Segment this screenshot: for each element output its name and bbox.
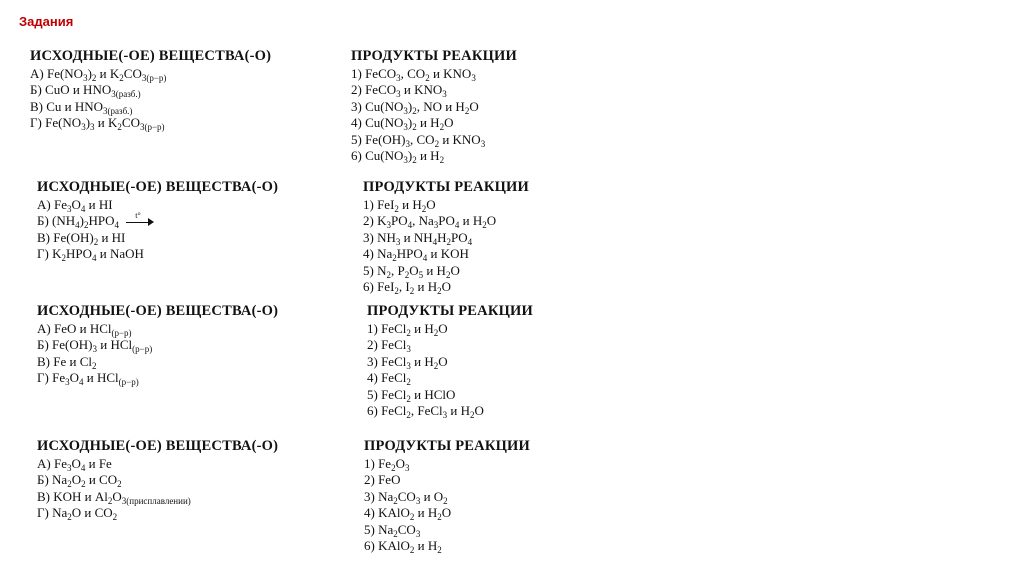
reagents-header: ИСХОДНЫЕ(-ОЕ) ВЕЩЕСТВА(-О) [37, 438, 279, 454]
reagent-item: Г) $Na_2O$ и $CO_2$ [37, 505, 118, 523]
products-list [367, 321, 533, 419]
product-item: 2) FeCO$_3$ и $KNO_3$ [351, 82, 447, 100]
reagent-item: Б) $(NH_4)_2HPO_4$ t° [37, 213, 278, 229]
reagent-item: А) FeO и HCl$_{(р-р)}$ [37, 321, 132, 338]
reagents-list [37, 456, 278, 522]
slide-title: Задания [19, 14, 74, 29]
product-item: 6) $Cu(NO_3)_2$ и $H_2$ [351, 148, 445, 166]
products-block-4 [364, 436, 530, 554]
reagent-item: Г) $K_2HPO_4$ и NaOH [37, 246, 144, 264]
reagents-block-3 [37, 301, 278, 387]
products-block-1 [351, 46, 517, 164]
product-item: 5) $Na_2CO_3$ [364, 521, 421, 539]
products-block-2 [363, 177, 529, 295]
products-header: ПРОДУКТЫ РЕАКЦИИ [363, 179, 529, 195]
reagent-item: Г) $Fe(NO_3)_3$ и $K_2CO_{3(р-р)}$ [30, 115, 165, 133]
product-item: 6) KAlO$_2$ и $H_2$ [364, 538, 442, 556]
products-list [364, 456, 530, 554]
product-item: 1) FeI$_2$ и $H_2O$ [363, 197, 436, 214]
reagents-header: ИСХОДНЫЕ(-ОЕ) ВЕЩЕСТВА(-О) [37, 303, 279, 319]
reagent-item: А) $Fe_3O_4$ и Fe [37, 456, 112, 473]
products-list [363, 197, 529, 295]
product-item: 2) $K_3PO_4$, $Na_3PO_4$ и $H_2O$ [363, 213, 497, 231]
product-item: 1) $Fe_2O_3$ [364, 456, 410, 473]
products-header: ПРОДУКТЫ РЕАКЦИИ [367, 303, 533, 319]
product-item: 3) $Na_2CO_3$ и $O_2$ [364, 488, 448, 506]
reagent-item: Б) CuO и $HNO_{3(разб.)}$ [30, 82, 141, 100]
product-item: 2) FeCl$_3$ [367, 337, 411, 355]
product-item: 5) $N_2$, $P_2O_5$ и $H_2O$ [363, 262, 460, 280]
reagent-item: В) KOH и $Al_2O_{3(присплавлении)}$ [37, 488, 191, 506]
product-item: 5) $Fe(OH)_3$, $CO_2$ и $KNO_3$ [351, 131, 486, 149]
reagent-item: В) Cu и $HNO_{3(разб.)}$ [30, 98, 133, 116]
product-item: 4) $Na_2HPO_4$ и KOH [363, 246, 469, 264]
reagent-item: Г) $Fe_3O_4$ и HCl$_{(р-р)}$ [37, 370, 139, 388]
reagents-list [37, 321, 278, 387]
products-list [351, 66, 517, 164]
reagents-block-1 [30, 46, 271, 132]
reagents-list [37, 197, 278, 263]
reagent-item: А) $Fe_3O_4$ и HI [37, 197, 113, 214]
product-item: 4) KAlO$_2$ и $H_2O$ [364, 505, 452, 523]
reagent-item: Б) $Na_2O_2$ и $CO_2$ [37, 472, 122, 490]
reagent-item: В) $Fe(OH)_2$ и HI [37, 229, 126, 247]
product-item: 1) FeCO$_3$, $CO_2$ и $KNO_3$ [351, 66, 476, 83]
products-header: ПРОДУКТЫ РЕАКЦИИ [364, 438, 530, 454]
product-item: 3) $NH_3$ и $NH_4H_2PO_4$ [363, 229, 473, 247]
products-block-3 [367, 301, 533, 419]
reagents-header: ИСХОДНЫЕ(-ОЕ) ВЕЩЕСТВА(-О) [37, 179, 279, 195]
reagents-block-4 [37, 436, 278, 522]
product-item: 4) $Cu(NO_3)_2$ и $H_2O$ [351, 115, 454, 133]
reagent-item: А) $Fe(NO_3)_2$ и $K_2CO_{3(р-р)}$ [30, 66, 167, 83]
reagent-item: В) Fe и $Cl_2$ [37, 353, 97, 371]
reagent-item: Б) $Fe(OH)_3$ и HCl$_{(р-р)}$ [37, 337, 153, 355]
product-item: 2) FeO [364, 472, 401, 488]
product-item: 5) FeCl$_2$ и HClO [367, 386, 456, 404]
product-item: 3) $Cu(NO_3)_2$, NO и $H_2O$ [351, 98, 479, 116]
reagents-list [30, 66, 271, 132]
product-item: 4) FeCl$_2$ [367, 370, 411, 388]
reagents-header: ИСХОДНЫЕ(-ОЕ) ВЕЩЕСТВА(-О) [30, 48, 272, 64]
product-item: 6) FeI$_2$, $I_2$ и $H_2O$ [363, 279, 452, 297]
product-item: 6) FeCl$_2$, FeCl$_3$ и $H_2O$ [367, 403, 484, 421]
product-item: 1) FeCl$_2$ и $H_2O$ [367, 321, 448, 338]
products-header: ПРОДУКТЫ РЕАКЦИИ [351, 48, 517, 64]
product-item: 3) FeCl$_3$ и $H_2O$ [367, 353, 448, 371]
reagents-block-2 [37, 177, 278, 263]
